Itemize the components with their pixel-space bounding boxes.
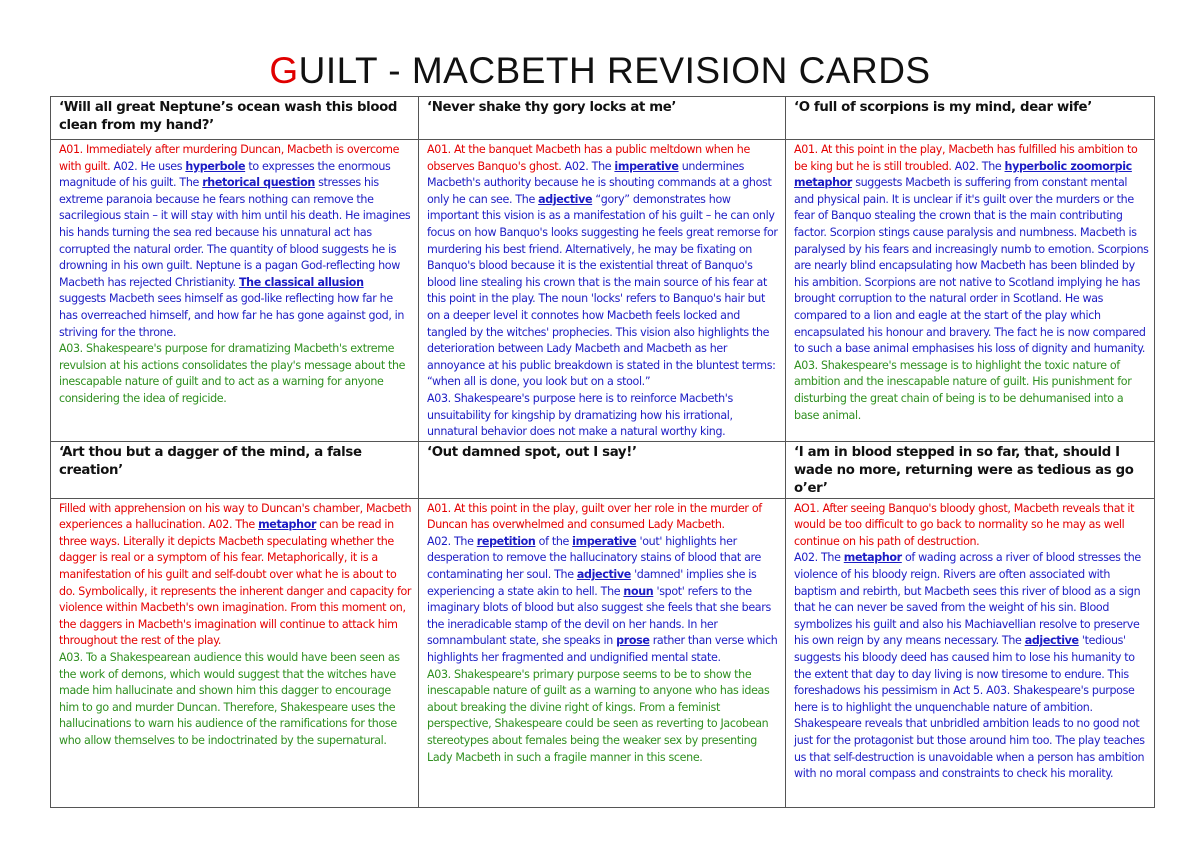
card-1-a01: A01. Immediately after murdering Duncan, Macbeth is overcome with guilt. bbox=[59, 143, 400, 173]
card-1-analysis bbox=[51, 140, 419, 442]
quote-row-2 bbox=[51, 441, 1155, 498]
card-4-a03: A03. To a Shakespearean audience this would have been seen as the work of demons, which would suggest that the witches have made him hallucinate and shown him this dagger to encourage him to go and murder Duncan. Therefore, Shakespeare uses the hallucinations to warn his audience of the ramifications for those who allow themselves to be indoctrinated by the supernatural. bbox=[59, 651, 400, 747]
card-3-a03: A03. Shakespeare's message is to highlight the toxic nature of ambition and the inescapable nature of guilt. His punishment for disturbing the great chain of being is to be dehumanised into a base animal. bbox=[794, 358, 1132, 422]
analysis-row-2 bbox=[51, 498, 1155, 807]
term-classical-allusion: The classical allusion bbox=[238, 275, 364, 289]
card-5-quote: ‘Out damned spot, out I say!’ bbox=[419, 441, 786, 498]
card-5-analysis bbox=[419, 498, 786, 807]
term-adjective: adjective bbox=[1024, 634, 1079, 648]
card-6-a03: A03. Shakespeare's purpose here is to highlight the unquenchable nature of ambition. Shakespeare reveals that unbridled ambition leads to no good not just for the protagonist but those around him too. The play teaches us that self-destruction is unavoidable when a person has ambition with no moral compass and constraints to check his morality. bbox=[794, 684, 1145, 781]
term-imperative: imperative bbox=[614, 159, 679, 173]
analysis-row-1 bbox=[51, 140, 1155, 442]
card-2-a01: A01. At the banquet Macbeth has a public meltdown when he observes Banquo's ghost. bbox=[427, 143, 750, 173]
card-2-a02: A02. The imperative undermines Macbeth's authority because he is shouting commands at a ghost only he can see. The adjective “gory” demonstrates how important this vision is as a manifestation of his guilt – he can only focus on how Banquo's looks suggesting he feels great remorse for murdering his best friend. Alternatively, he may be fixating on Banquo's blood because it is the existential threat of Banquo's blood line stealing his crown that is the main source of his fear at this point in the play. The noun 'locks' refers to Banquo's hair but on a deeper level it connotes how Macbeth feels locked and tangled by the witches' prophecies. This vision also highlights the deterioration between Lady Macbeth and Macbeth as her annoyance at his public breakdown is stated in the bluntest terms: “when all is done, you look but on a stool.” bbox=[427, 159, 778, 389]
term-adjective: adjective bbox=[576, 568, 631, 582]
card-5-a01: A01. At this point in the play, guilt over her role in the murder of Duncan has overwhelmed and consumed Lady Macbeth. bbox=[427, 501, 762, 532]
card-3-a02: A02. The hyperbolic zoomorpic metaphor suggests Macbeth is suffering from constant mental and physical pain. It is unclear if it's guilt over the murders or the fear of Banquo stealing the crown that is the main contributing factor. Scorpion stings cause paralysis and numbness. Macbeth is paralysed by his fears and increasingly numb to emotion. Scorpions are nearly blind encapsulating how Macbeth has been blinded by his ambition. Scorpions are not native to Scotland implying he has brought corruption to the natural order in Scotland. He was compared to a lion and eagle at the start of the play which encapsulated his honour and bravery. The fact he is now compared to such a base animal emphasises his loss of dignity and humanity. bbox=[794, 159, 1149, 356]
title-rest: UILT - MACBETH REVISION CARDS bbox=[298, 50, 931, 91]
quote-row-1 bbox=[51, 97, 1155, 140]
card-3-quote: ‘O full of scorpions is my mind, dear wife’ bbox=[786, 97, 1155, 140]
revision-cards-table bbox=[50, 96, 1155, 808]
card-5-a02: A02. The repetition of the imperative 'out' highlights her desperation to remove the hallucinatory stains of blood that are contaminating her soul. The adjective 'damned' implies she is experiencing a state akin to hell. The noun 'spot' refers to the imaginary blots of blood but also suggest she feels that she bears the ineradicable stamp of the devil on her hands. In her somnambulant state, she speaks in prose rather than verse which highlights her fragmented and undignified mental state. bbox=[427, 534, 778, 665]
card-3-a01: A01. At this point in the play, Macbeth has fulfilled his ambition to be king but he is still troubled. bbox=[794, 143, 1138, 173]
card-1-a03: A03. Shakespeare's purpose for dramatizing Macbeth's extreme revulsion at his actions consolidates the play's message about the inescapable nature of guilt and to act as a warning for anyone considering the idea of regicide. bbox=[59, 342, 406, 405]
card-6-analysis bbox=[786, 498, 1155, 807]
card-6-a02: A02. The metaphor of wading across a river of blood stresses the violence of his bloody reign. Rivers are often associated with baptism and rebirth, but Macbeth sees this river of blood as a sign that he can never be saved from the weight of his sin. Blood symbolizes his guilt and also his Machiavellian resolve to preserve his own reign by any means necessary. The adjective 'tedious' suggests his bloody deed has caused him to lose his humanity to the extent that day to day living is now tiresome to endure. This foreshadows his pessimism in Act 5. bbox=[794, 551, 1141, 698]
term-noun: noun bbox=[623, 584, 654, 598]
title-first-letter: G bbox=[269, 50, 299, 91]
term-metaphor: metaphor bbox=[258, 518, 317, 532]
term-hyperbole: hyperbole bbox=[185, 159, 246, 173]
card-2-quote: ‘Never shake thy gory locks at me’ bbox=[419, 97, 786, 140]
card-6-quote: ‘I am in blood stepped in so far, that, should I wade no more, returning were as tedious as go o’er’ bbox=[786, 441, 1155, 498]
card-1-a02: A02. He uses hyperbole to expresses the enormous magnitude of his guilt. The rhetorical question stresses his extreme paranoia because he fears nothing can remove the sacrilegious stain – it will stay with him until his death. He imagines his hands turning the sea red because his unnatural act has corrupted the natural order. The quantity of blood suggests he is drowning in his own guilt. Neptune is a pagan God-reflecting how Macbeth has rejected Christianity. The classical allusion suggests Macbeth sees himself as god-like reflecting how far he has overreached himself, and how far he has gone against god, in striving for the throne. bbox=[59, 159, 411, 339]
term-repetition: repetition bbox=[476, 534, 536, 548]
card-2-a03: A03. Shakespeare's purpose here is to reinforce Macbeth's unsuitability for kingship by dramatizing how his irrational, unnatural behavior does not make a natural worthy king. bbox=[427, 391, 733, 439]
term-adjective: adjective bbox=[538, 192, 593, 206]
card-4-quote: ‘Art thou but a dagger of the mind, a false creation’ bbox=[51, 441, 419, 498]
page-title bbox=[0, 50, 1200, 92]
term-imperative: imperative bbox=[572, 534, 637, 548]
card-2-analysis bbox=[419, 140, 786, 442]
card-4-a01: Filled with apprehension on his way to Duncan's chamber, Macbeth experiences a hallucination. A02. The metaphor can be read in three ways. Literally it depicts Macbeth speculating whether the dagger is real or a symptom of his fear. Metaphorically, it is a manifestation of his guilt and self-doubt over what he is about to do. Symbolically, it represents the inherent danger and capacity for violence within Macbeth's own imagination. From this moment on, the daggers in Macbeth's imagination will continue to attack him throughout the rest of the play. bbox=[59, 501, 412, 648]
term-hyperbolic-zoomorpic-metaphor: hyperbolic zoomorpic metaphor bbox=[794, 159, 1132, 190]
card-6-a01: AO1. After seeing Banquo's bloody ghost, Macbeth reveals that it would be too difficult to go back to normality so he may as well continue on his path of destruction. bbox=[794, 501, 1135, 548]
card-1-quote: ‘Will all great Neptune’s ocean wash this blood clean from my hand?’ bbox=[51, 97, 419, 140]
term-rhetorical-question: rhetorical question bbox=[202, 176, 315, 190]
term-prose: prose bbox=[616, 634, 650, 648]
card-3-analysis bbox=[786, 140, 1155, 442]
term-metaphor: metaphor bbox=[843, 551, 902, 565]
card-5-a03: A03. Shakespeare's primary purpose seems to be to show the inescapable nature of guilt as a warning to anyone who has ideas about breaking the divine right of kings. From a feminist perspective, Shakespeare could be seen as reverting to Jacobean stereotypes about females being the weaker sex by presenting Lady Macbeth in such a fragile manner in this scene. bbox=[427, 667, 770, 764]
card-4-analysis bbox=[51, 498, 419, 807]
